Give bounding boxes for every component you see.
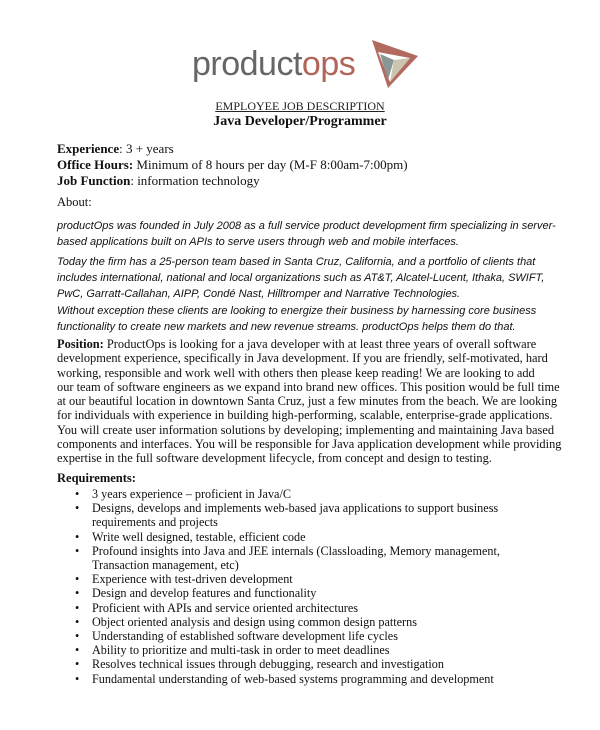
position-paragraph: Position: ProductOps is looking for a java developer with at least three years of overall software development experience, specifically in Java development. If you are friendly, self-motivated, hard working, responsible and work well with others then please keep reading! We are looking to add our team of software engineers as we expand into brand new offices. This position would be full time at our beautiful location in downtown Santa Cruz, just a few minutes from the beach. We are looking for individuals with experience in building high-performing, scalable, enterprise-grade applications. You will create user information solutions by developing; implementing and maintaining Java based components and interfaces. You will be responsible for Java application development while providing expertise in the full software development lifecycle, from concept and design to testing. (57, 337, 562, 466)
meta-job-function: Job Function: information technology (57, 173, 260, 188)
meta-experience: Experience: 3 + years (57, 141, 174, 156)
requirement-item: • Write well designed, testable, efficient code (75, 529, 306, 544)
bullet-icon: • (75, 543, 80, 558)
requirement-item: • Object oriented analysis and design using common design patterns (75, 614, 417, 629)
bullet-icon: • (75, 501, 80, 516)
requirement-item: • Profound insights into Java and JEE internals (Classloading, Memory management, Transaction management, etc) (75, 543, 500, 573)
meta-office-hours: Office Hours: Minimum of 8 hours per day (M-F 8:00am-7:00pm) (57, 157, 408, 172)
bullet-icon: • (75, 572, 80, 587)
requirement-item: • Design and develop features and functionality (75, 586, 317, 601)
bullet-icon: • (75, 643, 80, 658)
bullet-icon: • (75, 629, 80, 644)
logo-text-product: product (192, 45, 302, 83)
requirement-item: • Experience with test-driven development (75, 572, 293, 587)
about-paragraph-2: Today the firm has a 25-person team based in Santa Cruz, California, and a portfolio of clients that includes international, national and local organizations such as AT&T, Alcatel-Lucent, Ithaka, SWIFT, PwC, Garratt-Callahan, AIPP, Condé Nast, Hilltromper and Narrative Technologies. (57, 256, 545, 300)
job-meta (57, 141, 408, 189)
about-paragraph-1: productOps was founded in July 2008 as a full service product development firm specializing in server- based applications built on APIs to serve users through web and mobile interfaces. (57, 220, 556, 248)
bullet-icon: • (75, 657, 80, 672)
document-type: EMPLOYEE JOB DESCRIPTION (215, 99, 385, 113)
bullet-icon: • (75, 600, 80, 615)
bullet-icon: • (75, 671, 80, 686)
logo-triangle-icon (370, 38, 420, 90)
requirement-item: • Understanding of established software development life cycles (75, 629, 398, 644)
bullet-icon: • (75, 614, 80, 629)
productops-logo (192, 38, 432, 94)
bullet-icon: • (75, 529, 80, 544)
job-title: Java Developer/Programmer (213, 114, 387, 129)
requirement-item: • Ability to prioritize and multi-task in order to meet deadlines (75, 643, 390, 658)
requirements-list (0, 487, 500, 686)
about-paragraph-3: Without exception these clients are looking to energize their business by harnessing core business functionality to create new markets and new revenue streams. productOps helps them do that. (57, 305, 537, 333)
bullet-icon: • (75, 487, 80, 501)
requirement-item: • Proficient with APIs and service oriented architectures (75, 600, 359, 615)
requirement-item: • 3 years experience – proficient in Java/C (75, 487, 291, 501)
requirement-item: • Designs, develops and implements web-based java applications to support business requirements and projects (75, 501, 499, 530)
requirement-item: • Resolves technical issues through debugging, research and investigation (75, 657, 444, 672)
requirements-heading: Requirements: (57, 471, 136, 485)
requirement-item: • Fundamental understanding of web-based systems programming and development (75, 671, 494, 686)
about-heading: About: (57, 195, 92, 209)
bullet-icon: • (75, 586, 80, 601)
logo-text-ops: ops (301, 45, 356, 83)
